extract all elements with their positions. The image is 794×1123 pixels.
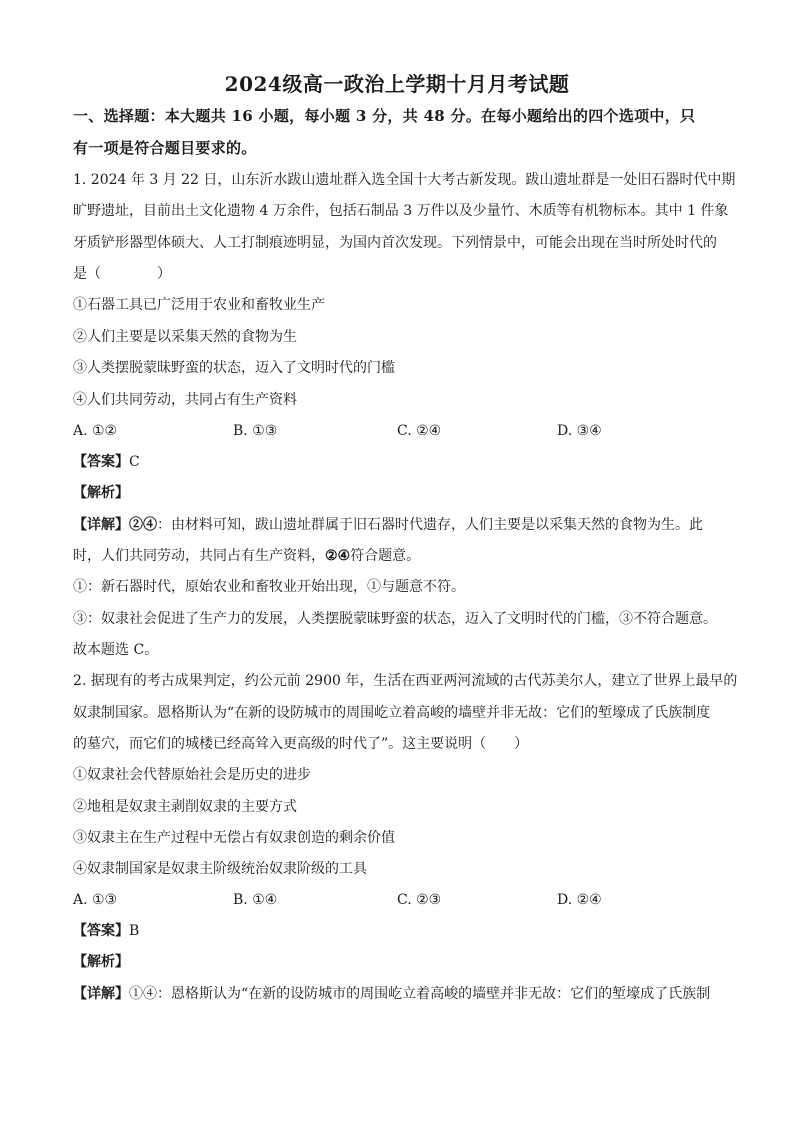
- detail-choice: ②④: [325, 548, 351, 564]
- q2-statement-1: ①奴隶社会代替原始社会是历史的进步: [73, 767, 311, 783]
- q1-option-b: B. ①③: [233, 423, 278, 439]
- answer-tag: 【答案】: [73, 454, 129, 470]
- q1-statement-1: ①石器工具已广泛用于农业和畜牧业生产: [73, 297, 325, 313]
- detail-tag: 【详解】: [73, 986, 129, 1002]
- q2-option-d: D. ②④: [557, 892, 602, 908]
- q1-statement-4: ④人们共同劳动，共同占有生产资料: [73, 392, 297, 408]
- q1-option-a: A. ①②: [73, 423, 118, 439]
- answer-value: B: [129, 923, 140, 939]
- detail-text: ：由材料可知，跋山遗址群属于旧石器时代遗存，人们主要是以采集天然的食物为生。此: [157, 517, 703, 533]
- q1-statement-3: ③人类摆脱蒙昧野蛮的状态，迈入了文明时代的门槛: [73, 360, 395, 376]
- section-instruction-line2: 有一项是符合题目要求的。: [73, 139, 257, 157]
- q2-stem-line: 奴隶制国家。恩格斯认为“在新的设防城市的周围屹立着高峻的墙壁并非无故：它们的堑壕成了氏族制度: [73, 705, 711, 721]
- q1-option-c: C. ②④: [397, 423, 442, 439]
- q2-statement-4: ④奴隶制国家是奴隶主阶级统治奴隶阶级的工具: [73, 861, 367, 877]
- q1-detail-line: [73, 546, 723, 566]
- q2-answer: [73, 921, 723, 941]
- q1-stem-line: 是（ ）: [73, 266, 171, 282]
- q2-stem-line: 的墓穴，而它们的城楼已经高耸入更高级的时代了”。这主要说明（ ）: [73, 736, 529, 752]
- q1-statement-2: ②人们主要是以采集天然的食物为生: [73, 329, 297, 345]
- q1-detail-line: [73, 515, 723, 535]
- detail-choice: ②④: [129, 517, 157, 533]
- q2-analysis-label: [73, 952, 723, 972]
- answer-value: C: [129, 454, 140, 470]
- q2-option-a: A. ①③: [73, 892, 118, 908]
- q2-statement-2: ②地租是奴隶主剥削奴隶的主要方式: [73, 799, 297, 815]
- q1-analysis-label: [73, 483, 723, 503]
- q2-stem-line: 2. 据现有的考古成果判定，约公元前 2900 年，生活在西亚两河流域的古代苏美尔人，建立了世界上最早的: [73, 673, 738, 689]
- q2-statement-3: ③奴隶主在生产过程中无偿占有奴隶创造的剩余价值: [73, 830, 395, 846]
- q2-option-b: B. ①④: [233, 892, 278, 908]
- section-instruction-line1: 一、选择题：本大题共 16 小题，每小题 3 分，共 48 分。在每小题给出的四个选项中，只: [73, 107, 696, 125]
- analysis-tag: 【解析】: [73, 485, 129, 501]
- detail-text: 符合题意。: [350, 548, 421, 564]
- q1-detail-line: ①：新石器时代，原始农业和畜牧业开始出现，①与题意不符。: [73, 579, 465, 595]
- q1-stem-line: 旷野遗址，目前出土文化遗物 4 万余件，包括石制品 3 万件以及少量竹、木质等有机物标本。其中 1 件象: [73, 203, 729, 219]
- q1-option-d: D. ③④: [557, 423, 602, 439]
- page-title: 2024级高一政治上学期十月月考试题: [224, 72, 570, 96]
- q1-detail-line: 故本题选 C。: [73, 642, 159, 658]
- q1-answer: [73, 452, 723, 472]
- detail-text: ①④：恩格斯认为“在新的设防城市的周围屹立着高峻的墙壁并非无故：它们的堑壕成了氏族制: [129, 986, 711, 1002]
- answer-tag: 【答案】: [73, 923, 129, 939]
- analysis-tag: 【解析】: [73, 954, 129, 970]
- q2-option-c: C. ②③: [397, 892, 442, 908]
- q1-stem-line: 1. 2024 年 3 月 22 日，山东沂水跋山遗址群入选全国十大考古新发现。跋山遗址群是一处旧石器时代中期: [73, 172, 736, 188]
- q1-detail-line: ③：奴隶社会促进了生产力的发展，人类摆脱蒙昧野蛮的状态，迈入了文明时代的门槛，③不符合题意。: [73, 611, 717, 627]
- detail-text: 时，人们共同劳动，共同占有生产资料，: [73, 548, 325, 564]
- q1-stem-line: 牙质铲形器型体硕大、人工打制痕迹明显，为国内首次发现。下列情景中，可能会出现在当时所处时代的: [73, 235, 717, 251]
- detail-tag: 【详解】: [73, 517, 129, 533]
- q2-detail-line: [73, 984, 723, 1004]
